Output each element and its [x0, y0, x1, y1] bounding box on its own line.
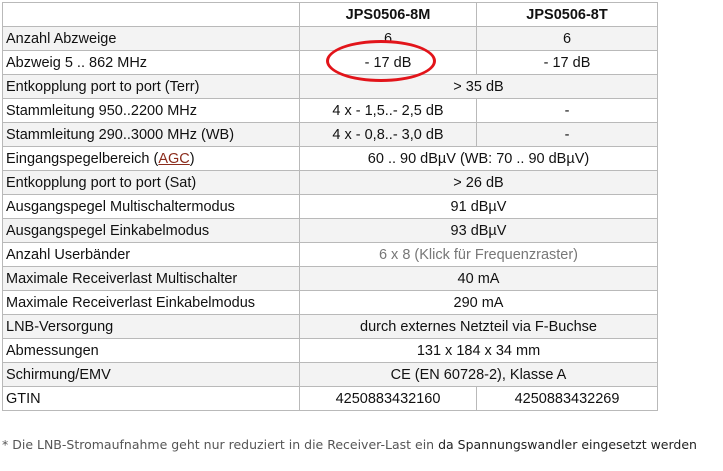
- table-row: [3, 219, 658, 243]
- row-label: Abzweig 5 .. 862 MHz: [3, 51, 300, 75]
- row-label: Ausgangspegel Einkabelmodus: [3, 219, 300, 243]
- table-row: [3, 171, 658, 195]
- row-label: Anzahl Userbänder: [3, 243, 300, 267]
- row-label: GTIN: [3, 387, 300, 411]
- footnote-part2: da Spannungswandler eingesetzt werden: [438, 437, 697, 452]
- table-row: [3, 339, 658, 363]
- row-label-suffix: ): [189, 150, 195, 167]
- value-8m: 4250883432160: [300, 387, 477, 411]
- row-label: Stammleitung 950..2200 MHz: [3, 99, 300, 123]
- table-row: [3, 267, 658, 291]
- table-row: [3, 27, 658, 51]
- value-8m: 6: [300, 27, 477, 51]
- header-row: [3, 3, 658, 27]
- row-label: Maximale Receiverlast Einkabelmodus: [3, 291, 300, 315]
- value-shared: 131 x 184 x 34 mm: [300, 339, 658, 363]
- value-8m: 4 x - 0,8..- 3,0 dB: [300, 123, 477, 147]
- row-label: LNB-Versorgung: [3, 315, 300, 339]
- footnote-part1: * Die LNB-Stromaufnahme geht nur reduziert in die Receiver-Last ein: [2, 437, 439, 452]
- header-model-8m: JPS0506-8M: [300, 3, 477, 27]
- table-row: [3, 147, 658, 171]
- table-row: [3, 291, 658, 315]
- table-row: [3, 387, 658, 411]
- table-row: [3, 99, 658, 123]
- red-highlight-ellipse: [326, 40, 436, 82]
- row-label: [3, 147, 300, 171]
- row-label: Entkopplung port to port (Sat): [3, 171, 300, 195]
- value-shared: durch externes Netzteil via F-Buchse: [300, 315, 658, 339]
- value-8t: - 17 dB: [477, 51, 658, 75]
- table-row: [3, 195, 658, 219]
- row-label: Schirmung/EMV: [3, 363, 300, 387]
- footnote: [2, 437, 721, 452]
- row-label: Maximale Receiverlast Multischalter: [3, 267, 300, 291]
- value-8m: - 17 dB: [300, 51, 477, 75]
- value-shared: 60 .. 90 dBµV (WB: 70 .. 90 dBµV): [300, 147, 658, 171]
- row-label: Entkopplung port to port (Terr): [3, 75, 300, 99]
- table-row: [3, 123, 658, 147]
- agc-link[interactable]: AGC: [158, 150, 190, 167]
- header-empty-cell: [3, 3, 300, 27]
- value-8t: -: [477, 123, 658, 147]
- table-row: [3, 75, 658, 99]
- frequency-raster-link[interactable]: 6 x 8 (Klick für Frequenzraster): [300, 243, 658, 267]
- table-row: [3, 243, 658, 267]
- value-shared: 290 mA: [300, 291, 658, 315]
- row-label: Ausgangspegel Multischaltermodus: [3, 195, 300, 219]
- value-shared: 91 dBµV: [300, 195, 658, 219]
- value-8m: 4 x - 1,5..- 2,5 dB: [300, 99, 477, 123]
- row-label: Stammleitung 290..3000 MHz (WB): [3, 123, 300, 147]
- value-shared: 40 mA: [300, 267, 658, 291]
- value-shared: > 26 dB: [300, 171, 658, 195]
- row-label-prefix: Eingangspegelbereich (: [6, 150, 159, 167]
- table-row: [3, 363, 658, 387]
- value-8t: -: [477, 99, 658, 123]
- row-label: Abmessungen: [3, 339, 300, 363]
- header-model-8t: JPS0506-8T: [477, 3, 658, 27]
- value-shared: > 35 dB: [300, 75, 658, 99]
- value-shared: 93 dBµV: [300, 219, 658, 243]
- value-8t: 6: [477, 27, 658, 51]
- table-row: [3, 315, 658, 339]
- value-shared: CE (EN 60728-2), Klasse A: [300, 363, 658, 387]
- row-label: Anzahl Abzweige: [3, 27, 300, 51]
- value-8t: 4250883432269: [477, 387, 658, 411]
